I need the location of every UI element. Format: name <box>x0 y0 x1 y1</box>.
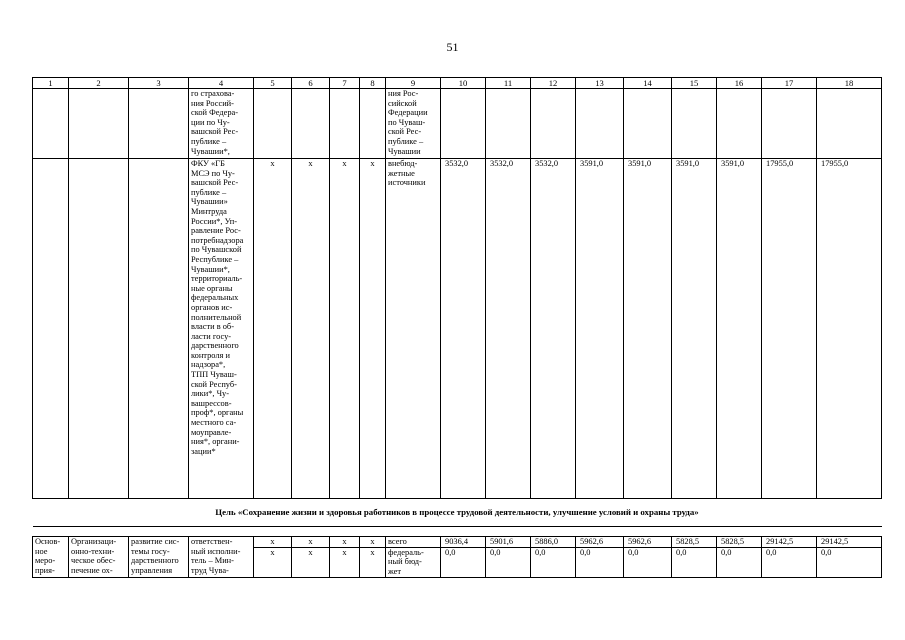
program-table <box>32 77 882 578</box>
header-cell: 10 <box>441 78 486 89</box>
table-cell <box>69 89 129 159</box>
funding-source-cell: федераль- ный бюд- жет <box>386 547 441 577</box>
table-cell <box>486 89 531 159</box>
value-cell: 0,0 <box>762 547 817 577</box>
value-cell: 17955,0 <box>817 159 882 499</box>
table-cell <box>441 89 486 159</box>
table-row <box>33 159 882 499</box>
table-cell <box>717 89 762 159</box>
table-cell <box>817 89 882 159</box>
value-cell: 5962,6 <box>624 537 672 548</box>
task-cell: развитие сис- темы госу- дарственного управления <box>129 537 189 578</box>
value-cell: 29142,5 <box>817 537 882 548</box>
value-cell: 5962,6 <box>576 537 624 548</box>
table-cell <box>360 89 386 159</box>
executor-cell: ответствен- ный исполни- тель – Мин- труд Чува- <box>189 537 254 578</box>
table-cell <box>576 89 624 159</box>
table-cell: х <box>360 159 386 499</box>
table-cell: х <box>254 547 292 577</box>
header-cell: 7 <box>330 78 360 89</box>
table-cell <box>672 89 717 159</box>
value-cell: 29142,5 <box>762 537 817 548</box>
table-cell <box>531 89 576 159</box>
value-cell: 3591,0 <box>624 159 672 499</box>
value-cell: 3532,0 <box>441 159 486 499</box>
header-cell: 16 <box>717 78 762 89</box>
value-cell: 3591,0 <box>717 159 762 499</box>
measure-type-cell: Основ- ное меро- прия- <box>33 537 69 578</box>
value-cell: 5828,5 <box>672 537 717 548</box>
value-cell: 0,0 <box>441 547 486 577</box>
header-cell: 18 <box>817 78 882 89</box>
header-cell: 3 <box>129 78 189 89</box>
table-cell: х <box>254 537 292 548</box>
value-cell: 0,0 <box>486 547 531 577</box>
page-number: 51 <box>446 40 459 54</box>
value-cell: 0,0 <box>624 547 672 577</box>
measure-name-cell: Организаци- онно-техни- ческое обес- печение ох- <box>69 537 129 578</box>
table-cell: х <box>360 537 386 548</box>
table-cell: х <box>330 547 360 577</box>
header-cell: 5 <box>254 78 292 89</box>
value-cell: 3591,0 <box>576 159 624 499</box>
table-row <box>33 89 882 159</box>
header-cell: 1 <box>33 78 69 89</box>
value-cell: 0,0 <box>672 547 717 577</box>
executor-cell: ФКУ «ГБ МСЭ по Чу- вашской Рес- публике – Чувашии» Минтруда России*, Уп- равление Рос- потребнадзора по Чувашской Республике – Чувашии*, территориаль- ные органы федеральных органов ис- полнительной власти в об- ласти госу- дарственного контроля и надзора*, ТПП Чуваш- ской Респуб- лики*, Чу- вашрессов- проф*, органы местного са- моуправле- ния*, органи- зации* <box>189 159 254 499</box>
funding-source-cell: всего <box>386 537 441 548</box>
funding-source-cell: внебюд- жетные источники <box>386 159 441 499</box>
value-cell: 5901,6 <box>486 537 531 548</box>
table-cell <box>762 89 817 159</box>
value-cell: 0,0 <box>576 547 624 577</box>
header-cell: 14 <box>624 78 672 89</box>
header-row <box>33 78 882 89</box>
table-row <box>33 537 882 548</box>
header-cell: 2 <box>69 78 129 89</box>
header-cell: 6 <box>292 78 330 89</box>
header-cell: 15 <box>672 78 717 89</box>
goal-title: Цель «Сохранение жизни и здоровья работников в процессе трудовой деятельности, улучшение условий и охраны труда» <box>33 499 882 527</box>
table-cell: х <box>254 159 292 499</box>
table-cell <box>292 89 330 159</box>
table-cell <box>129 89 189 159</box>
header-cell: 11 <box>486 78 531 89</box>
value-cell: 0,0 <box>817 547 882 577</box>
table-cell: х <box>330 159 360 499</box>
goal-row <box>33 499 882 527</box>
value-cell: 5828,5 <box>717 537 762 548</box>
table-cell <box>254 89 292 159</box>
value-cell: 0,0 <box>717 547 762 577</box>
table-cell <box>69 159 129 499</box>
table-cell: х <box>292 159 330 499</box>
table-cell: х <box>330 537 360 548</box>
table-cell: х <box>292 537 330 548</box>
table-cell <box>33 159 69 499</box>
header-cell: 8 <box>360 78 386 89</box>
funding-source-cell: ния Рос- сийской Федерации по Чуваш- ской Рес- публике – Чувашии <box>386 89 441 159</box>
value-cell: 0,0 <box>531 547 576 577</box>
table-cell <box>330 89 360 159</box>
value-cell: 5886,0 <box>531 537 576 548</box>
table-cell <box>624 89 672 159</box>
header-cell: 12 <box>531 78 576 89</box>
spacer-row <box>33 527 882 537</box>
table-cell <box>33 89 69 159</box>
value-cell: 9036,4 <box>441 537 486 548</box>
table-cell <box>129 159 189 499</box>
header-cell: 13 <box>576 78 624 89</box>
executor-cell: го страхова- ния Россий- ской Федера- ции по Чу- вашской Рес- публике – Чувашии*, <box>189 89 254 159</box>
header-cell: 4 <box>189 78 254 89</box>
header-cell: 9 <box>386 78 441 89</box>
value-cell: 17955,0 <box>762 159 817 499</box>
table-cell: х <box>292 547 330 577</box>
value-cell: 3532,0 <box>531 159 576 499</box>
value-cell: 3591,0 <box>672 159 717 499</box>
header-cell: 17 <box>762 78 817 89</box>
table-cell: х <box>360 547 386 577</box>
value-cell: 3532,0 <box>486 159 531 499</box>
